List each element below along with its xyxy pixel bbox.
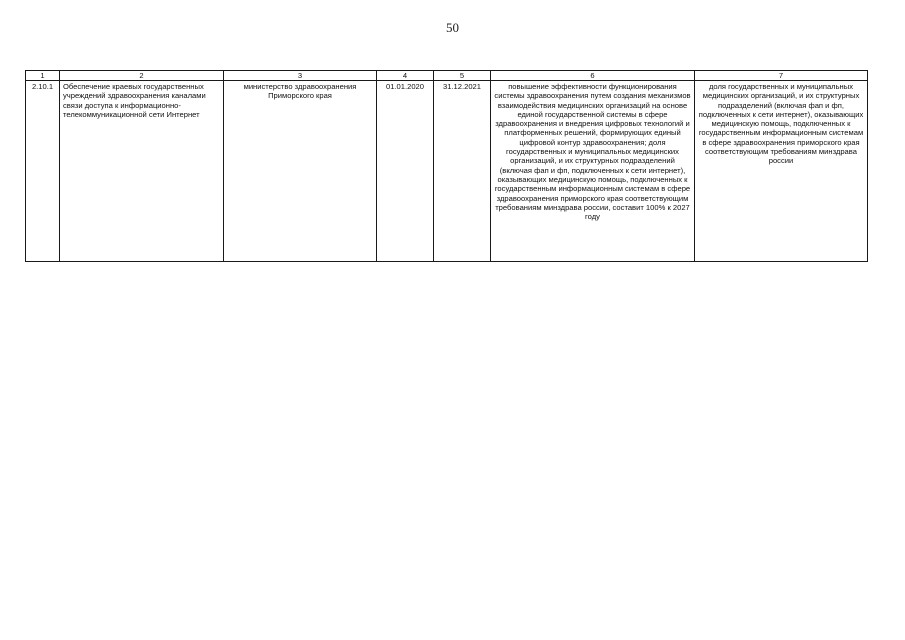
end-date-cell: 31.12.2021 (434, 81, 491, 262)
column-header: 1 (26, 71, 60, 81)
column-header: 4 (377, 71, 434, 81)
column-header: 2 (60, 71, 224, 81)
column-header: 3 (224, 71, 377, 81)
start-date-cell: 01.01.2020 (377, 81, 434, 262)
column-header: 5 (434, 71, 491, 81)
column-header: 7 (695, 71, 868, 81)
table-header-row (26, 71, 868, 81)
table-row (26, 81, 868, 262)
page-number: 50 (446, 20, 459, 35)
item-number-cell: 2.10.1 (26, 81, 60, 262)
expected-result-cell: повышение эффективности функционирования системы здравоохранения путем создания механизмов взаимодействия медицинских организаций на основе единой государственной системы в сфере здравоохранения и внедрения цифровых технологий и платформенных решений, формирующих единый цифровой контур здравоохранения; доля государственных и муниципальных медицинских организаций, и их структурных подразделений (включая фап и фп, подключенных к сети интернет), оказывающих медицинскую помощь, подключенных к государственным информационным системам в сфере здравоохранения приморского края соответствующим требованиям минздрава россии, составит 100% к 2027 году (491, 81, 695, 262)
activity-name-cell: Обеспечение краевых государственных учреждений здравоохранения каналами связи доступа к информационно-телекоммуникационной сети Интернет (60, 81, 224, 262)
executor-cell: министерство здравоохранения Приморского края (224, 81, 377, 262)
column-header: 6 (491, 71, 695, 81)
program-activities-table (25, 70, 868, 262)
indicator-cell: доля государственных и муниципальных медицинских организаций, и их структурных подразделений (включая фап и фп, подключенных к сети интернет), оказывающих медицинскую помощь, подключенных к государственным информационным системам в сфере здравоохранения приморского края соответствующим требованиям минздрава россии (695, 81, 868, 262)
